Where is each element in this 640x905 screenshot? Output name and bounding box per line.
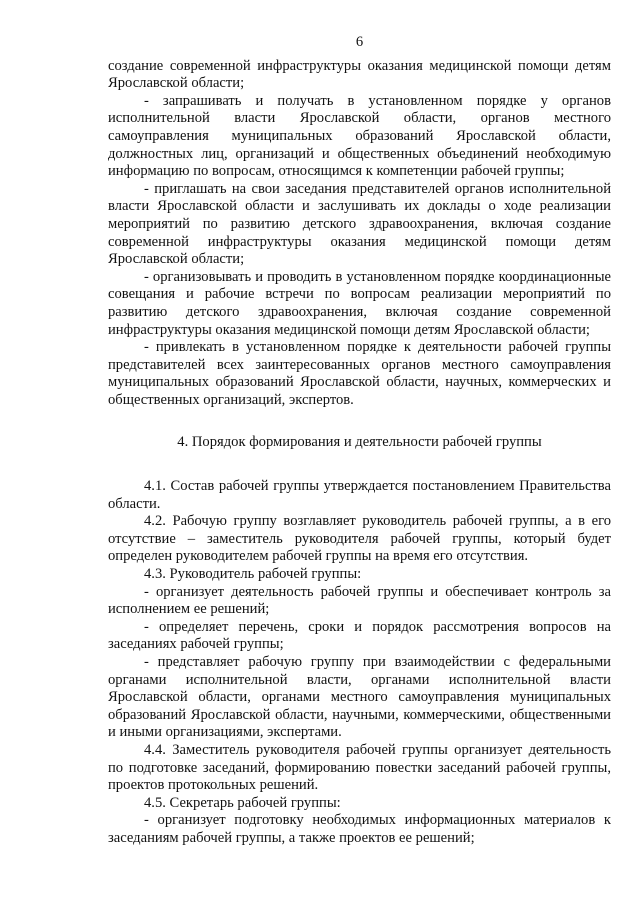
paragraph: - организует деятельность рабочей группы и обеспечивает контроль за исполнением ее решений; bbox=[108, 583, 611, 618]
paragraph: 4.5. Секретарь рабочей группы: bbox=[144, 794, 341, 811]
paragraph: - привлекать в установленном порядке к деятельности рабочей группы представителей всех заинтересованных органов местного самоуправления муниципальных образований Ярославской области, научных, коммерческих и общественных организаций, экспертов. bbox=[108, 339, 611, 408]
paragraph: - организовывать и проводить в установленном порядке координационные совещания и рабочие встречи по вопросам реализации мероприятий по развитию детского здравоохранения, включая создание современной инфраструктуры оказания медицинской помощи детям Ярославской области; bbox=[108, 268, 611, 338]
paragraph: 4.1. Состав рабочей группы утверждается постановлением Правительства области. bbox=[108, 478, 611, 512]
section-heading: 4. Порядок формирования и деятельности рабочей группы bbox=[177, 434, 542, 451]
paragraph: создание современной инфраструктуры оказания медицинской помощи детям Ярославской области; bbox=[108, 57, 611, 92]
paragraph: 4.3. Руководитель рабочей группы: bbox=[144, 566, 362, 583]
paragraph: 4.2. Рабочую группу возглавляет руководитель рабочей группы, а в его отсутствие – заместитель руководителя рабочей группы, который будет определен руководителем рабочей группы на время его отсутствия. bbox=[108, 513, 611, 565]
paragraph: - представляет рабочую группу при взаимодействии с федеральными органами исполнительной власти, органами исполнительной власти Ярославской области, органами местного самоуправления муниципальных образований Ярославской области, научными, коммерческими, общественными и иными организациями, экспертами. bbox=[108, 654, 611, 741]
page-number: 6 bbox=[355, 34, 364, 50]
paragraph: - запрашивать и получать в установленном порядке у органов исполнительной власти Ярославской области, органов местного самоуправления муниципальных образований Ярославской области, должностных лиц, организаций и общественных объединений необходимую информацию по вопросам, относящимся к компетенции рабочей группы; bbox=[108, 92, 611, 180]
paragraph: - определяет перечень, сроки и порядок рассмотрения вопросов на заседаниях рабочей группы; bbox=[108, 618, 611, 653]
document-page bbox=[108, 34, 611, 848]
paragraph: 4.4. Заместитель руководителя рабочей группы организует деятельность по подготовке заседаний, формированию повестки заседаний рабочей группы, проектов протокольных решений. bbox=[108, 741, 611, 794]
paragraph: - приглашать на свои заседания представителей органов исполнительной власти Ярославской области и заслушивать их доклады о ходе реализации мероприятий по развитию детского здравоохранения, включая создание современной инфраструктуры оказания медицинской помощи детям Ярославской области; bbox=[108, 180, 611, 268]
paragraph: - организует подготовку необходимых информационных материалов к заседаниям рабочей группы, а также проектов ее решений; bbox=[108, 812, 611, 846]
